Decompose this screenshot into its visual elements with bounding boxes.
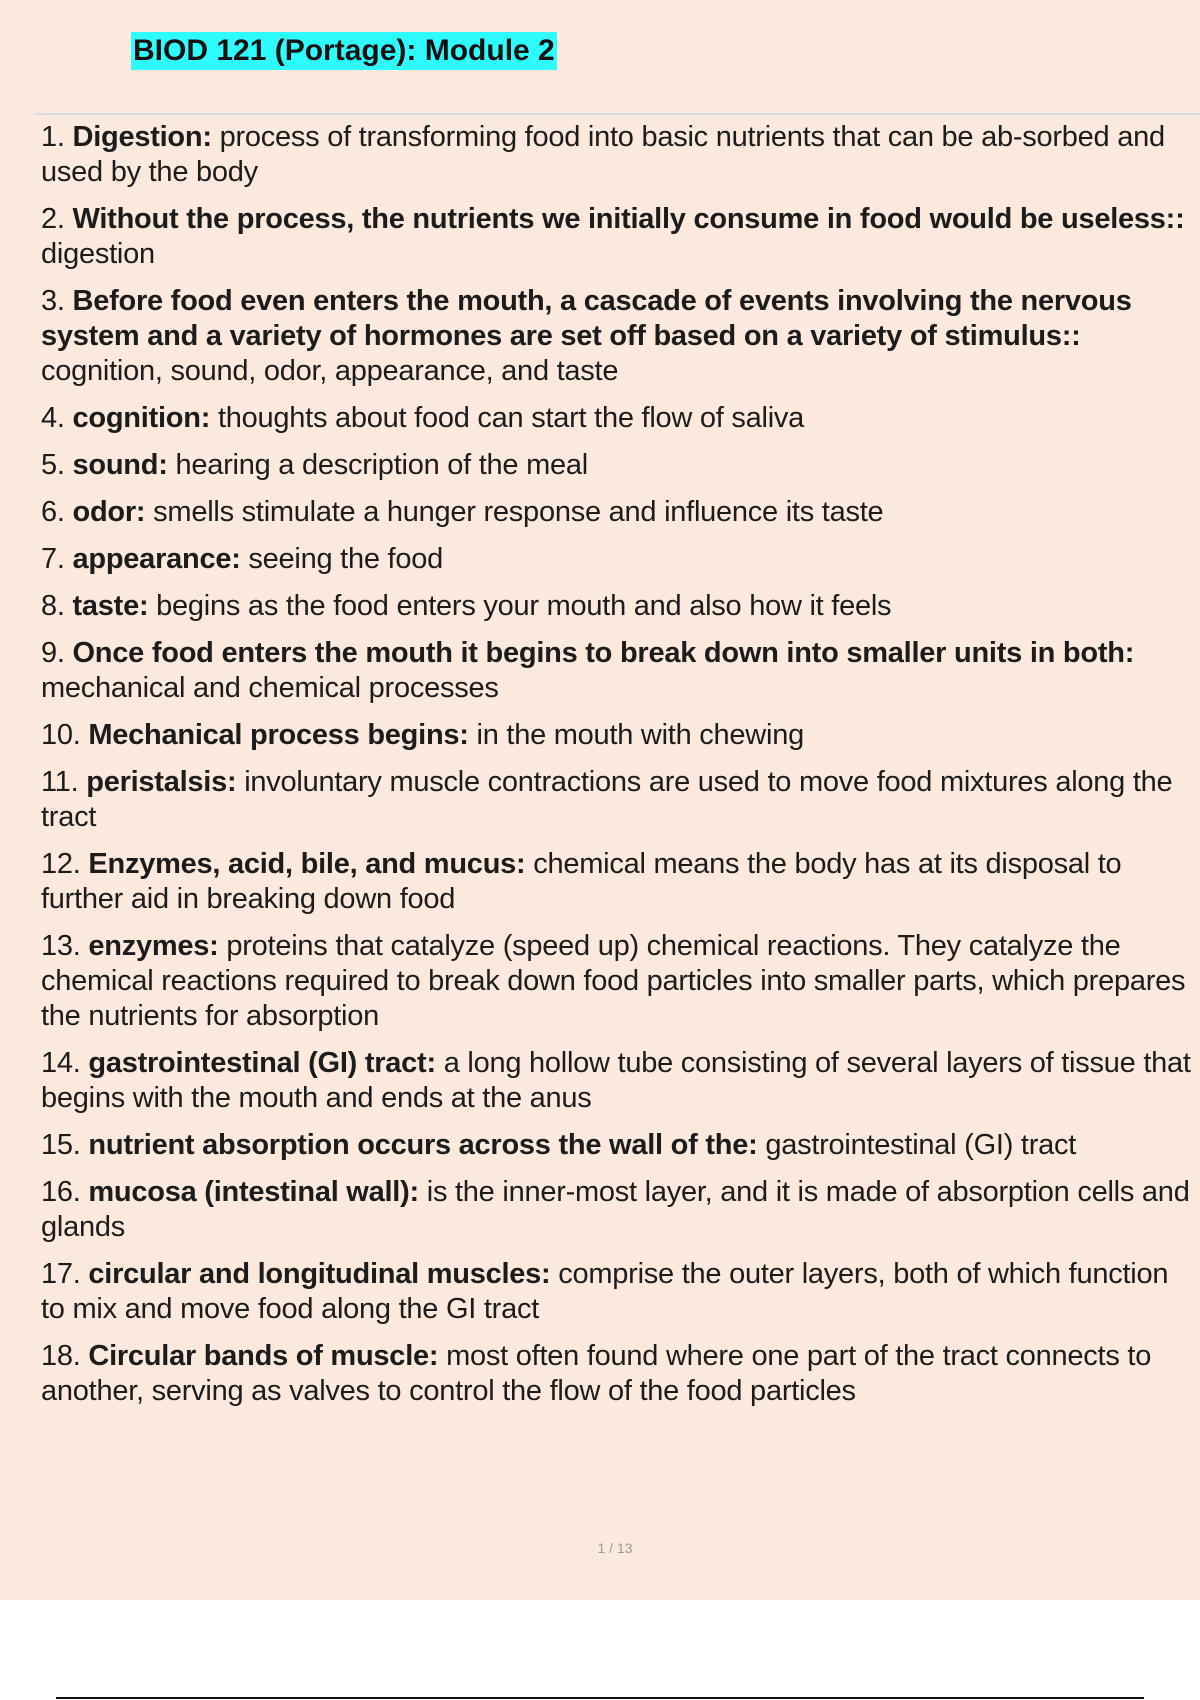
item-definition: digestion [41, 238, 155, 270]
item-definition: involuntary muscle contractions are used to move food mixtures along the tract [41, 766, 1173, 833]
item-term: Once food enters the mouth it begins to break down into smaller units in both: [72, 637, 1135, 669]
item-term: Mechanical process begins: [88, 719, 469, 751]
item-definition: hearing a description of the meal [175, 449, 588, 481]
item-term: Enzymes, acid, bile, and mucus: [88, 848, 526, 880]
item-term: Digestion: [72, 121, 212, 153]
list-item [41, 1128, 1195, 1163]
list-item [41, 589, 1195, 624]
list-item [41, 636, 1195, 706]
item-definition: seeing the food [248, 543, 443, 575]
item-definition: a long hollow tube consisting of several layers of tissue that begins with the mouth and ends at the anus [41, 1047, 1191, 1114]
item-definition: begins as the food enters your mouth and also how it feels [156, 590, 892, 622]
item-definition: comprise the outer layers, both of which function to mix and move food along the GI tract [41, 1258, 1169, 1325]
list-item [41, 1175, 1195, 1245]
item-term: Before food even enters the mouth, a cascade of events involving the nervous system and a variety of hormones are set off based on a variety of stimulus:: [41, 285, 1132, 352]
list-item [41, 542, 1195, 577]
list-item [41, 401, 1195, 436]
item-number: 15. [41, 1129, 81, 1161]
item-term: taste: [72, 590, 149, 622]
item-term: Without the process, the nutrients we initially consume in food would be useless:: [72, 203, 1185, 235]
item-definition: proteins that catalyze (speed up) chemical reactions. They catalyze the chemical reactions required to break down food particles into smaller parts, which prepares the nutrients for absorption [41, 930, 1186, 1032]
item-number: 14. [41, 1047, 81, 1079]
item-definition: most often found where one part of the tract connects to another, serving as valves to control the flow of the food particles [41, 1340, 1152, 1407]
item-term: Circular bands of muscle: [88, 1340, 439, 1372]
list-item [41, 718, 1195, 753]
item-definition: in the mouth with chewing [476, 719, 804, 751]
item-definition: smells stimulate a hunger response and influence its taste [153, 496, 884, 528]
item-number: 2. [41, 203, 65, 235]
list-item [41, 765, 1195, 835]
item-term: peristalsis: [86, 766, 237, 798]
item-definition: process of transforming food into basic nutrients that can be ab-sorbed and used by the body [41, 121, 1165, 188]
item-term: circular and longitudinal muscles: [88, 1258, 551, 1290]
list-item [41, 448, 1195, 483]
title-divider [34, 113, 1200, 115]
item-term: mucosa (intestinal wall): [88, 1176, 419, 1208]
item-term: appearance: [72, 543, 241, 575]
list-item [41, 847, 1195, 917]
item-term: gastrointestinal (GI) tract: [88, 1047, 436, 1079]
title-block [131, 32, 557, 72]
item-number: 17. [41, 1258, 81, 1290]
item-number: 10. [41, 719, 81, 751]
list-item [41, 1339, 1195, 1409]
item-term: sound: [72, 449, 168, 481]
item-term: nutrient absorption occurs across the wall of the: [88, 1129, 758, 1161]
item-number: 9. [41, 637, 65, 669]
item-number: 11. [41, 766, 79, 798]
list-item [41, 202, 1195, 272]
item-definition: cognition, sound, odor, appearance, and taste [41, 355, 619, 387]
item-number: 3. [41, 285, 65, 317]
item-definition: mechanical and chemical processes [41, 672, 499, 704]
page-indicator: 1 / 13 [597, 1540, 633, 1556]
item-number: 4. [41, 402, 65, 434]
item-number: 7. [41, 543, 65, 575]
item-number: 18. [41, 1340, 81, 1372]
item-term: enzymes: [88, 930, 219, 962]
list-item [41, 495, 1195, 530]
item-number: 13. [41, 930, 81, 962]
list-item [41, 1257, 1195, 1327]
item-definition: chemical means the body has at its disposal to further aid in breaking down food [41, 848, 1122, 915]
list-item [41, 1046, 1195, 1116]
list-item [41, 120, 1195, 190]
flashcard-list [41, 120, 1195, 1421]
item-number: 12. [41, 848, 81, 880]
item-definition: is the inner-most layer, and it is made of absorption cells and glands [41, 1176, 1190, 1243]
item-number: 16. [41, 1176, 81, 1208]
item-definition: gastrointestinal (GI) tract [765, 1129, 1077, 1161]
document-title: BIOD 121 (Portage): Module 2 [131, 32, 557, 70]
footer-divider [56, 1697, 1144, 1699]
list-item [41, 929, 1195, 1034]
list-item [41, 284, 1195, 389]
item-definition: thoughts about food can start the flow of saliva [217, 402, 805, 434]
item-number: 1. [41, 121, 65, 153]
item-term: odor: [72, 496, 146, 528]
item-term: cognition: [72, 402, 211, 434]
item-number: 5. [41, 449, 65, 481]
item-number: 6. [41, 496, 65, 528]
item-number: 8. [41, 590, 65, 622]
